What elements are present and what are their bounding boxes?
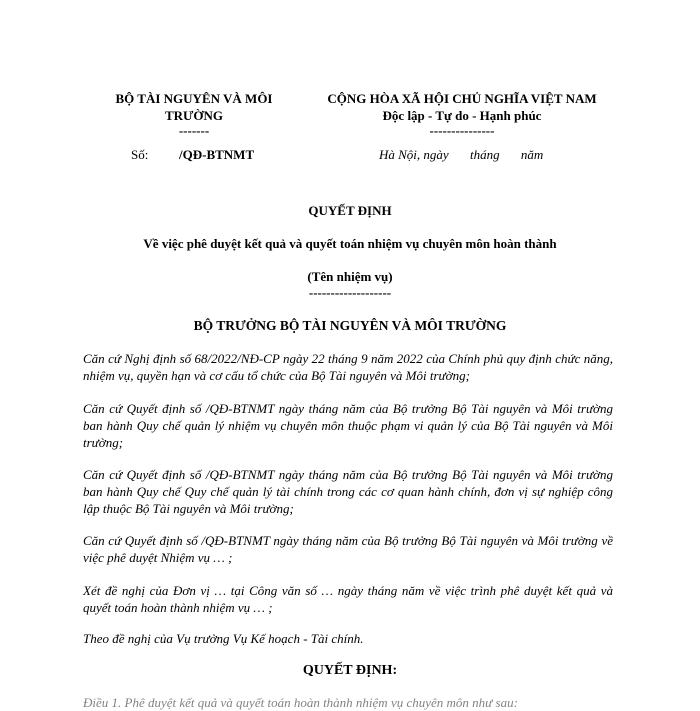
article-1-cutoff [83,694,613,710]
number-code: /QĐ-BTNMT [179,147,255,162]
proposal-paragraph: Xét đề nghị của Đơn vị … tại Công văn số … ngày tháng năm về việc trình phê duyệt kết quả và quyết toán hoàn thành nhiệm vụ … ; [83,583,613,615]
ministry-dash: ------- [178,123,210,138]
document-subtitle: Về việc phê duyệt kết quả và quyết toán nhiệm vụ chuyên môn hoàn thành [143,236,557,251]
country-motto: Độc lập - Tự do - Hạnh phúc [382,108,542,123]
ministry-line-2: TRƯỜNG [164,108,224,123]
date-place: Hà Nội, ngày [379,147,449,162]
task-dash: ------------------- [308,285,392,300]
country-dash: --------------- [429,123,495,138]
country-header [300,90,624,138]
document-number [131,147,254,163]
recommendation-paragraph: Theo đề nghị của Vụ trưởng Vụ Kế hoạch - Tài chính. [83,631,364,646]
document-date [379,147,561,163]
basis-paragraph-2: Căn cứ Quyết định số /QĐ-BTNMT ngày tháng năm của Bộ trưởng Bộ Tài nguyên và Môi trường ban hành Quy chế quản lý nhiệm vụ chuyên môn thuộc phạm vi quản lý của Bộ Tài nguyên và Môi trường; [83,401,613,450]
country-name: CỘNG HÒA XÃ HỘI CHỦ NGHĨA VIỆT NAM [327,91,597,106]
basis-paragraph-1: Căn cứ Nghị định số 68/2022/NĐ-CP ngày 22 tháng 9 năm 2022 của Chính phủ quy định chức năng, nhiệm vụ, quyền hạn và cơ cấu tổ chức của Bộ Tài nguyên và Môi trường; [83,351,613,383]
date-year: năm [520,147,544,162]
decision-heading: QUYẾT ĐỊNH: [302,663,398,678]
basis-paragraph-4: Căn cứ Quyết định số /QĐ-BTNMT ngày tháng năm của Bộ trưởng Bộ Tài nguyên và Môi trường về việc phê duyệt Nhiệm vụ … ; [83,533,613,565]
basis-paragraph-3: Căn cứ Quyết định số /QĐ-BTNMT ngày tháng năm của Bộ trưởng Bộ Tài nguyên và Môi trường ban hành Quy chế Quy chế quản lý tài chính trong các cơ quan hành chính, đơn vị sự nghiệp công lập thuộc Bộ Tài nguyên và Môi trường; [83,467,613,516]
document-title: QUYẾT ĐỊNH [308,203,392,218]
number-label: Số: [131,147,149,162]
article-1-text: Điều 1. Phê duyệt kết quả và quyết toán hoàn thành nhiệm vụ chuyên môn như sau: [83,695,518,710]
authority-title: BỘ TRƯỞNG BỘ TÀI NGUYÊN VÀ MÔI TRƯỜNG [193,318,507,333]
task-name: (Tên nhiệm vụ) [307,269,393,284]
date-month: tháng [469,147,500,162]
ministry-line-1: BỘ TÀI NGUYÊN VÀ MÔI [115,91,273,106]
ministry-header [100,90,288,138]
